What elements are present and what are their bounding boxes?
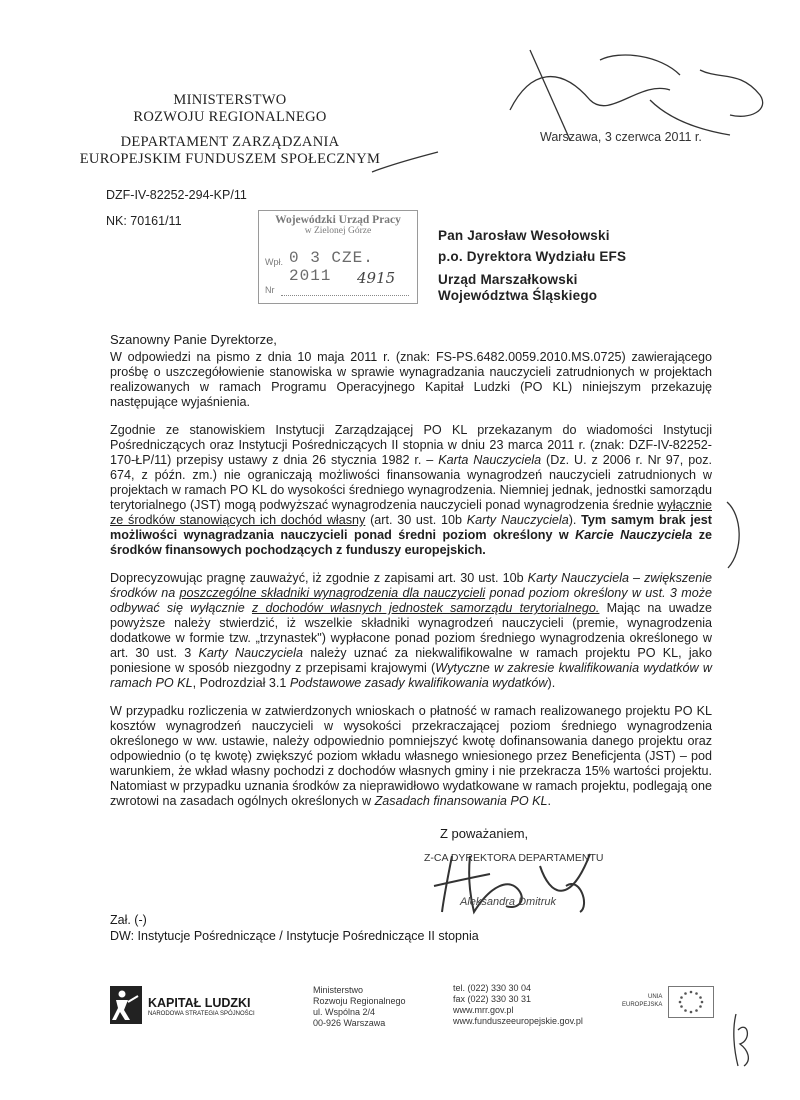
attachments-note: Zał. (-): [110, 913, 147, 927]
header-pen-stroke: [370, 150, 440, 175]
footer-address: [313, 985, 406, 1029]
eu-label-line-2: EUROPEJSKA: [622, 1002, 663, 1008]
footer-tel: tel. (022) 330 30 04: [453, 983, 532, 993]
paragraph-4: W przypadku rozliczenia w zatwierdzonych wnioskach o płatność w ramach realizowanego projektu PO KL kosztów wynagrodzeń nauczycieli w wysokości przekraczającej poziom średniego wynagrodzenia określonego w ww. ustawie, należy odpowiednio pomniejszyć kwotę dofinansowania danego projektu oraz odpowiednio (o tę kwotę) zwiększyć poziom wkładu własnego wniesionego przez Beneficjenta (JST) – pod warunkiem, że wkład własny pochodzi z dochodów własnych gminy i nie przekracza 15% wartości projektu. Natomiast w przypadku uznania środków za nieprawidłowo wydatkowane w ramach projektu, podlegają one zwrotowi na zasadach ogólnych określonych w Zasadach finansowania PO KL.: [110, 704, 712, 808]
footer-web-2: www.funduszeeuropejskie.gov.pl: [453, 1016, 583, 1026]
footer-addr-line-2: Rozwoju Regionalnego: [313, 996, 406, 1006]
place-date: Warszawa, 3 czerwca 2011 r.: [540, 130, 702, 144]
ministry-name: [0, 92, 460, 126]
ministry-line-1: MINISTERSTWO: [173, 92, 287, 108]
paragraph-2: Zgodnie ze stanowiskiem Instytucji Zarządzającej PO KL przekazanym do wiadomości Instytucji Pośredniczących oraz Instytucji Pośredniczących II stopnia w dniu 23 marca 2011 r. (znak: DZF-IV-82252-170-ŁP/11) przepisy ustawy z dnia 26 stycznia 1982 r. – Karta Nauczyciela (Dz. U. z 2006 r. Nr 97, poz. 674, z późn. zm.) nie ograniczają możliwości finansowania wynagrodzeń nauczycieli zatrudnionych w projektach w ramach PO KL do wysokości średniego wynagrodzenia. Niemniej jednak, jednostki samorządu terytorialnego (JST) mogą podwyższać wynagrodzenia nauczycieli ponad wynagrodzenia średnie wyłącznie ze środków stanowiących ich dochód własny (art. 30 ust. 10b Karty Nauczyciela). Tym samym brak jest możliwości wynagradzania nauczycieli ponad średni poziom określony w Karcie Nauczyciela ze środków finansowych pochodzących z funduszy europejskich.: [110, 423, 713, 557]
ministry-line-2: ROZWOJU REGIONALNEGO: [133, 109, 327, 125]
footer-addr-line-4: 00-926 Warszawa: [313, 1018, 386, 1028]
stamp-office: Wojewódzki Urząd Pracy: [275, 214, 401, 226]
signatory-name: Aleksandra Dmitruk: [460, 896, 556, 908]
footer-addr-line-1: Ministerstwo: [313, 985, 364, 995]
reference-number: DZF-IV-82252-294-KP/11: [106, 188, 247, 202]
nk-number: NK: 70161/11: [106, 214, 182, 228]
stamp-handwritten-number: 4915: [357, 269, 396, 287]
stamp-city: w Zielonej Górze: [304, 226, 372, 236]
letter-body: [110, 350, 712, 822]
closing-regards: Z poważaniem,: [440, 826, 529, 841]
kapital-ludzki-icon: [110, 986, 142, 1024]
receipt-stamp: [258, 210, 418, 304]
stamp-date: 0 3 CZE. 2011: [289, 249, 374, 285]
kl-subtitle: NARODOWA STRATEGIA SPÓJNOŚCI: [148, 1011, 255, 1017]
recipient-title: p.o. Dyrektora Wydziału EFS: [438, 249, 627, 264]
paragraph-3: Doprecyzowując pragnę zauważyć, iż zgodnie z zapisami art. 30 ust. 10b Karty Nauczyciela – zwiększenie środków na poszczególne składniki wynagrodzenia dla nauczycieli ponad poziom określony w ust. 3 może odbywać się wyłącznie z dochodów własnych jednostek samorządu terytorialnego. Mając na uwadze powyższe należy stwierdzić, iż wszelkie składniki wynagrodzeń nauczycieli (premie, wynagrodzenia dodatkowe w formie tzw. „trzynastek") wypłacone ponad poziom średniego wynagrodzenia określonego w art. 30 ust. 3 Karty Nauczyciela należy uznać za niekwalifikowalne w ramach projektu PO KL, jako poniesione w sposób niezgodny z przepisami krajowymi (Wytyczne w zakresie kwalifikowania wydatków w ramach PO KL, Podrozdział 3.1 Podstawowe zasady kwalifikowania wydatków).: [110, 571, 713, 690]
department-line-2: EUROPEJSKIM FUNDUSZEM SPOŁECZNYM: [79, 151, 381, 167]
stamp-wpl-label: Wpł.: [265, 257, 283, 267]
copy-to: DW: Instytucje Pośredniczące / Instytucje Pośredniczące II stopnia: [110, 929, 479, 943]
handwritten-initials: [726, 1010, 756, 1070]
footer-fax: fax (022) 330 30 31: [453, 994, 532, 1004]
recipient-name: Pan Jarosław Wesołowski: [438, 228, 610, 243]
footer-addr-line-3: ul. Wspólna 2/4: [313, 1007, 376, 1017]
paragraph-1: W odpowiedzi na pismo z dnia 10 maja 2011 r. (znak: FS-PS.6482.0059.2010.MS.0725) zawierającego prośbę o uszczegółowienie stanowiska w sprawie wynagradzania nauczycieli zatrudnionych w projektach realizowanych w ramach Programu Operacyjnego Kapitał Ludzki (PO KL) niniejszym przekazuję następujące wyjaśnienia.: [110, 350, 712, 409]
margin-bracket-mark: [722, 500, 752, 570]
kl-title: KAPITAŁ LUDZKI: [148, 996, 251, 1010]
stamp-nr-label: Nr: [265, 285, 275, 295]
footer-web-1: www.mrr.gov.pl: [453, 1005, 514, 1015]
eu-flag-icon: [668, 986, 714, 1018]
footer-contact: [453, 983, 583, 1027]
signatory-title: Z-CA DYREKTORA DEPARTAMENTU: [424, 852, 604, 864]
recipient-region: Województwa Śląskiego: [438, 288, 598, 303]
eu-label: [622, 993, 662, 1009]
eu-label-line-1: UNIA: [648, 994, 663, 1000]
underlined-phrase: wyłącznie ze środków stanowiących ich dochód własny: [110, 498, 712, 527]
recipient-office: Urząd Marszałkowski: [438, 272, 578, 287]
salutation: Szanowny Panie Dyrektorze,: [110, 332, 277, 347]
department-line-1: DEPARTAMENT ZARZĄDZANIA: [120, 134, 340, 150]
